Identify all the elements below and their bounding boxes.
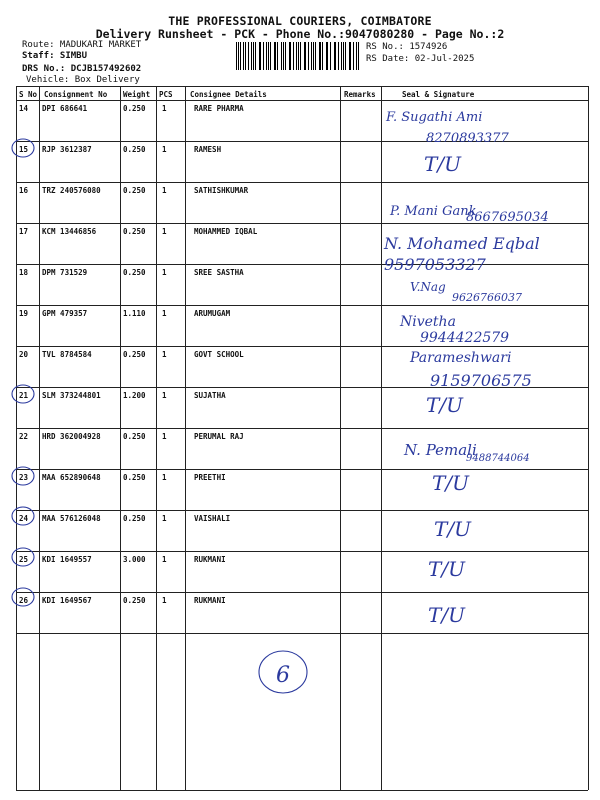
drs-number: DRS No.: DCJB157492602 bbox=[22, 64, 142, 74]
row-weight: 0.250 bbox=[123, 596, 146, 605]
tlu-mark-23: T/U bbox=[432, 471, 469, 495]
signature-20-name: Parameshwari bbox=[410, 350, 512, 366]
tlu-mark-25: T/U bbox=[428, 557, 465, 581]
row-pcs: 1 bbox=[162, 350, 167, 359]
runsheet-subtitle: Delivery Runsheet - PCK - Phone No.:9047080280 - Page No.:2 bbox=[95, 27, 505, 41]
circled-sno-15 bbox=[12, 139, 34, 157]
row-weight: 0.250 bbox=[123, 473, 146, 482]
tlu-mark-21: T/U bbox=[426, 393, 463, 417]
signature-18-phone: 9626766037 bbox=[452, 291, 522, 304]
row-consignment-no: SLM 373244801 bbox=[42, 391, 101, 400]
row-consignee: SUJATHA bbox=[194, 391, 226, 400]
col-header-pcs: PCS bbox=[159, 90, 173, 99]
row-weight: 0.250 bbox=[123, 145, 146, 154]
row-pcs: 1 bbox=[162, 186, 167, 195]
row-pcs: 1 bbox=[162, 555, 167, 564]
col-header-remarks: Remarks bbox=[344, 90, 376, 99]
signature-19-phone: 9944422579 bbox=[420, 330, 510, 346]
row-consignment-no: RJP 3612387 bbox=[42, 145, 92, 154]
row-consignment-no: KDI 1649557 bbox=[42, 555, 92, 564]
signature-22-name: N. Pemali bbox=[404, 441, 477, 459]
row-sno: 15 bbox=[19, 145, 29, 154]
row-consignee: PREETHI bbox=[194, 473, 226, 482]
tlu-mark-26: T/U bbox=[428, 603, 465, 627]
row-consignee: RUKMANI bbox=[194, 555, 226, 564]
row-consignment-no: KCM 13446856 bbox=[42, 227, 97, 236]
row-consignment-no: TVL 8784584 bbox=[42, 350, 92, 359]
row-consignee: RAMESH bbox=[194, 145, 222, 154]
row-weight: 0.250 bbox=[123, 432, 146, 441]
row-sno: 19 bbox=[19, 309, 29, 318]
row-sno: 21 bbox=[19, 391, 29, 400]
row-consignee: GOVT SCHOOL bbox=[194, 350, 244, 359]
tlu-mark-24: T/U bbox=[434, 517, 471, 541]
signature-17-name: N. Mohamed Eqbal bbox=[384, 234, 540, 253]
col-header-sno: S No bbox=[19, 90, 38, 99]
row-sno: 22 bbox=[19, 432, 29, 441]
row-consignee: MOHAMMED IQBAL bbox=[194, 227, 258, 236]
row-sno: 14 bbox=[19, 104, 29, 113]
row-consignee: SATHISHKUMAR bbox=[194, 186, 249, 195]
row-consignment-no: TRZ 240576080 bbox=[42, 186, 101, 195]
row-weight: 0.250 bbox=[123, 186, 146, 195]
tlu-mark-15: T/U bbox=[424, 152, 461, 176]
circled-sno-24 bbox=[12, 507, 34, 525]
row-pcs: 1 bbox=[162, 104, 167, 113]
row-pcs: 1 bbox=[162, 391, 167, 400]
circled-sno-26 bbox=[12, 588, 34, 606]
route-label: Route: MADUKARI MARKET bbox=[22, 40, 142, 50]
circled-sno-21 bbox=[12, 385, 34, 403]
col-header-seal: Seal & Signature bbox=[402, 90, 475, 99]
row-consignee: SREE SASTHA bbox=[194, 268, 244, 277]
staff-label: Staff: SIMBU bbox=[22, 51, 88, 61]
row-consignment-no: HRD 362004928 bbox=[42, 432, 101, 441]
row-sno: 24 bbox=[19, 514, 29, 523]
row-sno: 17 bbox=[19, 227, 29, 236]
row-weight: 3.000 bbox=[123, 555, 146, 564]
row-consignee: ARUMUGAM bbox=[194, 309, 231, 318]
row-consignee: RARE PHARMA bbox=[194, 104, 244, 113]
row-weight: 1.110 bbox=[123, 309, 146, 318]
row-consignment-no: DPI 686641 bbox=[42, 104, 88, 113]
row-consignment-no: MAA 652890648 bbox=[42, 473, 101, 482]
row-consignee: VAISHALI bbox=[194, 514, 231, 523]
row-sno: 25 bbox=[19, 555, 29, 564]
row-pcs: 1 bbox=[162, 596, 167, 605]
signature-20-phone: 9159706575 bbox=[430, 371, 532, 390]
row-weight: 0.250 bbox=[123, 514, 146, 523]
row-weight: 0.250 bbox=[123, 350, 146, 359]
row-pcs: 1 bbox=[162, 268, 167, 277]
row-sno: 23 bbox=[19, 473, 29, 482]
row-consignee: RUKMANI bbox=[194, 596, 226, 605]
signature-19-name: Nivetha bbox=[400, 314, 456, 330]
row-pcs: 1 bbox=[162, 227, 167, 236]
rs-date: RS Date: 02-Jul-2025 bbox=[366, 54, 475, 64]
row-consignment-no: DPM 731529 bbox=[42, 268, 88, 277]
page-mark-number: 6 bbox=[276, 663, 290, 688]
rs-number: RS No.: 1574926 bbox=[366, 42, 448, 52]
col-header-weight: Weight bbox=[123, 90, 151, 99]
vehicle-label: Vehicle: Box Delivery bbox=[26, 75, 140, 85]
signature-22-phone: 9488744064 bbox=[466, 453, 530, 464]
row-pcs: 1 bbox=[162, 145, 167, 154]
row-sno: 16 bbox=[19, 186, 29, 195]
signature-16-phone: 8667695034 bbox=[466, 210, 549, 225]
row-consignee: PERUMAL RAJ bbox=[194, 432, 244, 441]
signature-18-name: V.Nag bbox=[410, 280, 446, 294]
row-pcs: 1 bbox=[162, 514, 167, 523]
signature-14-name: F. Sugathi Ami bbox=[386, 110, 483, 125]
row-weight: 0.250 bbox=[123, 104, 146, 113]
row-sno: 18 bbox=[19, 268, 29, 277]
row-weight: 0.250 bbox=[123, 227, 146, 236]
row-consignment-no: MAA 576126048 bbox=[42, 514, 101, 523]
row-pcs: 1 bbox=[162, 473, 167, 482]
circled-sno-25 bbox=[12, 548, 34, 566]
row-consignment-no: GPM 479357 bbox=[42, 309, 88, 318]
row-pcs: 1 bbox=[162, 432, 167, 441]
signature-14-phone: 8270893377 bbox=[426, 131, 509, 146]
row-weight: 0.250 bbox=[123, 268, 146, 277]
col-header-consignment: Consignment No bbox=[44, 90, 108, 99]
row-pcs: 1 bbox=[162, 309, 167, 318]
col-header-consignee: Consignee Details bbox=[190, 90, 267, 99]
row-consignment-no: KDI 1649567 bbox=[42, 596, 92, 605]
row-weight: 1.200 bbox=[123, 391, 146, 400]
signature-17-phone: 9597053327 bbox=[384, 255, 486, 274]
signature-16-name: P. Mani Gank bbox=[390, 204, 477, 219]
row-sno: 20 bbox=[19, 350, 29, 359]
row-sno: 26 bbox=[19, 596, 29, 605]
circled-sno-23 bbox=[12, 467, 34, 485]
company-title: THE PROFESSIONAL COURIERS, COIMBATORE bbox=[168, 14, 432, 28]
